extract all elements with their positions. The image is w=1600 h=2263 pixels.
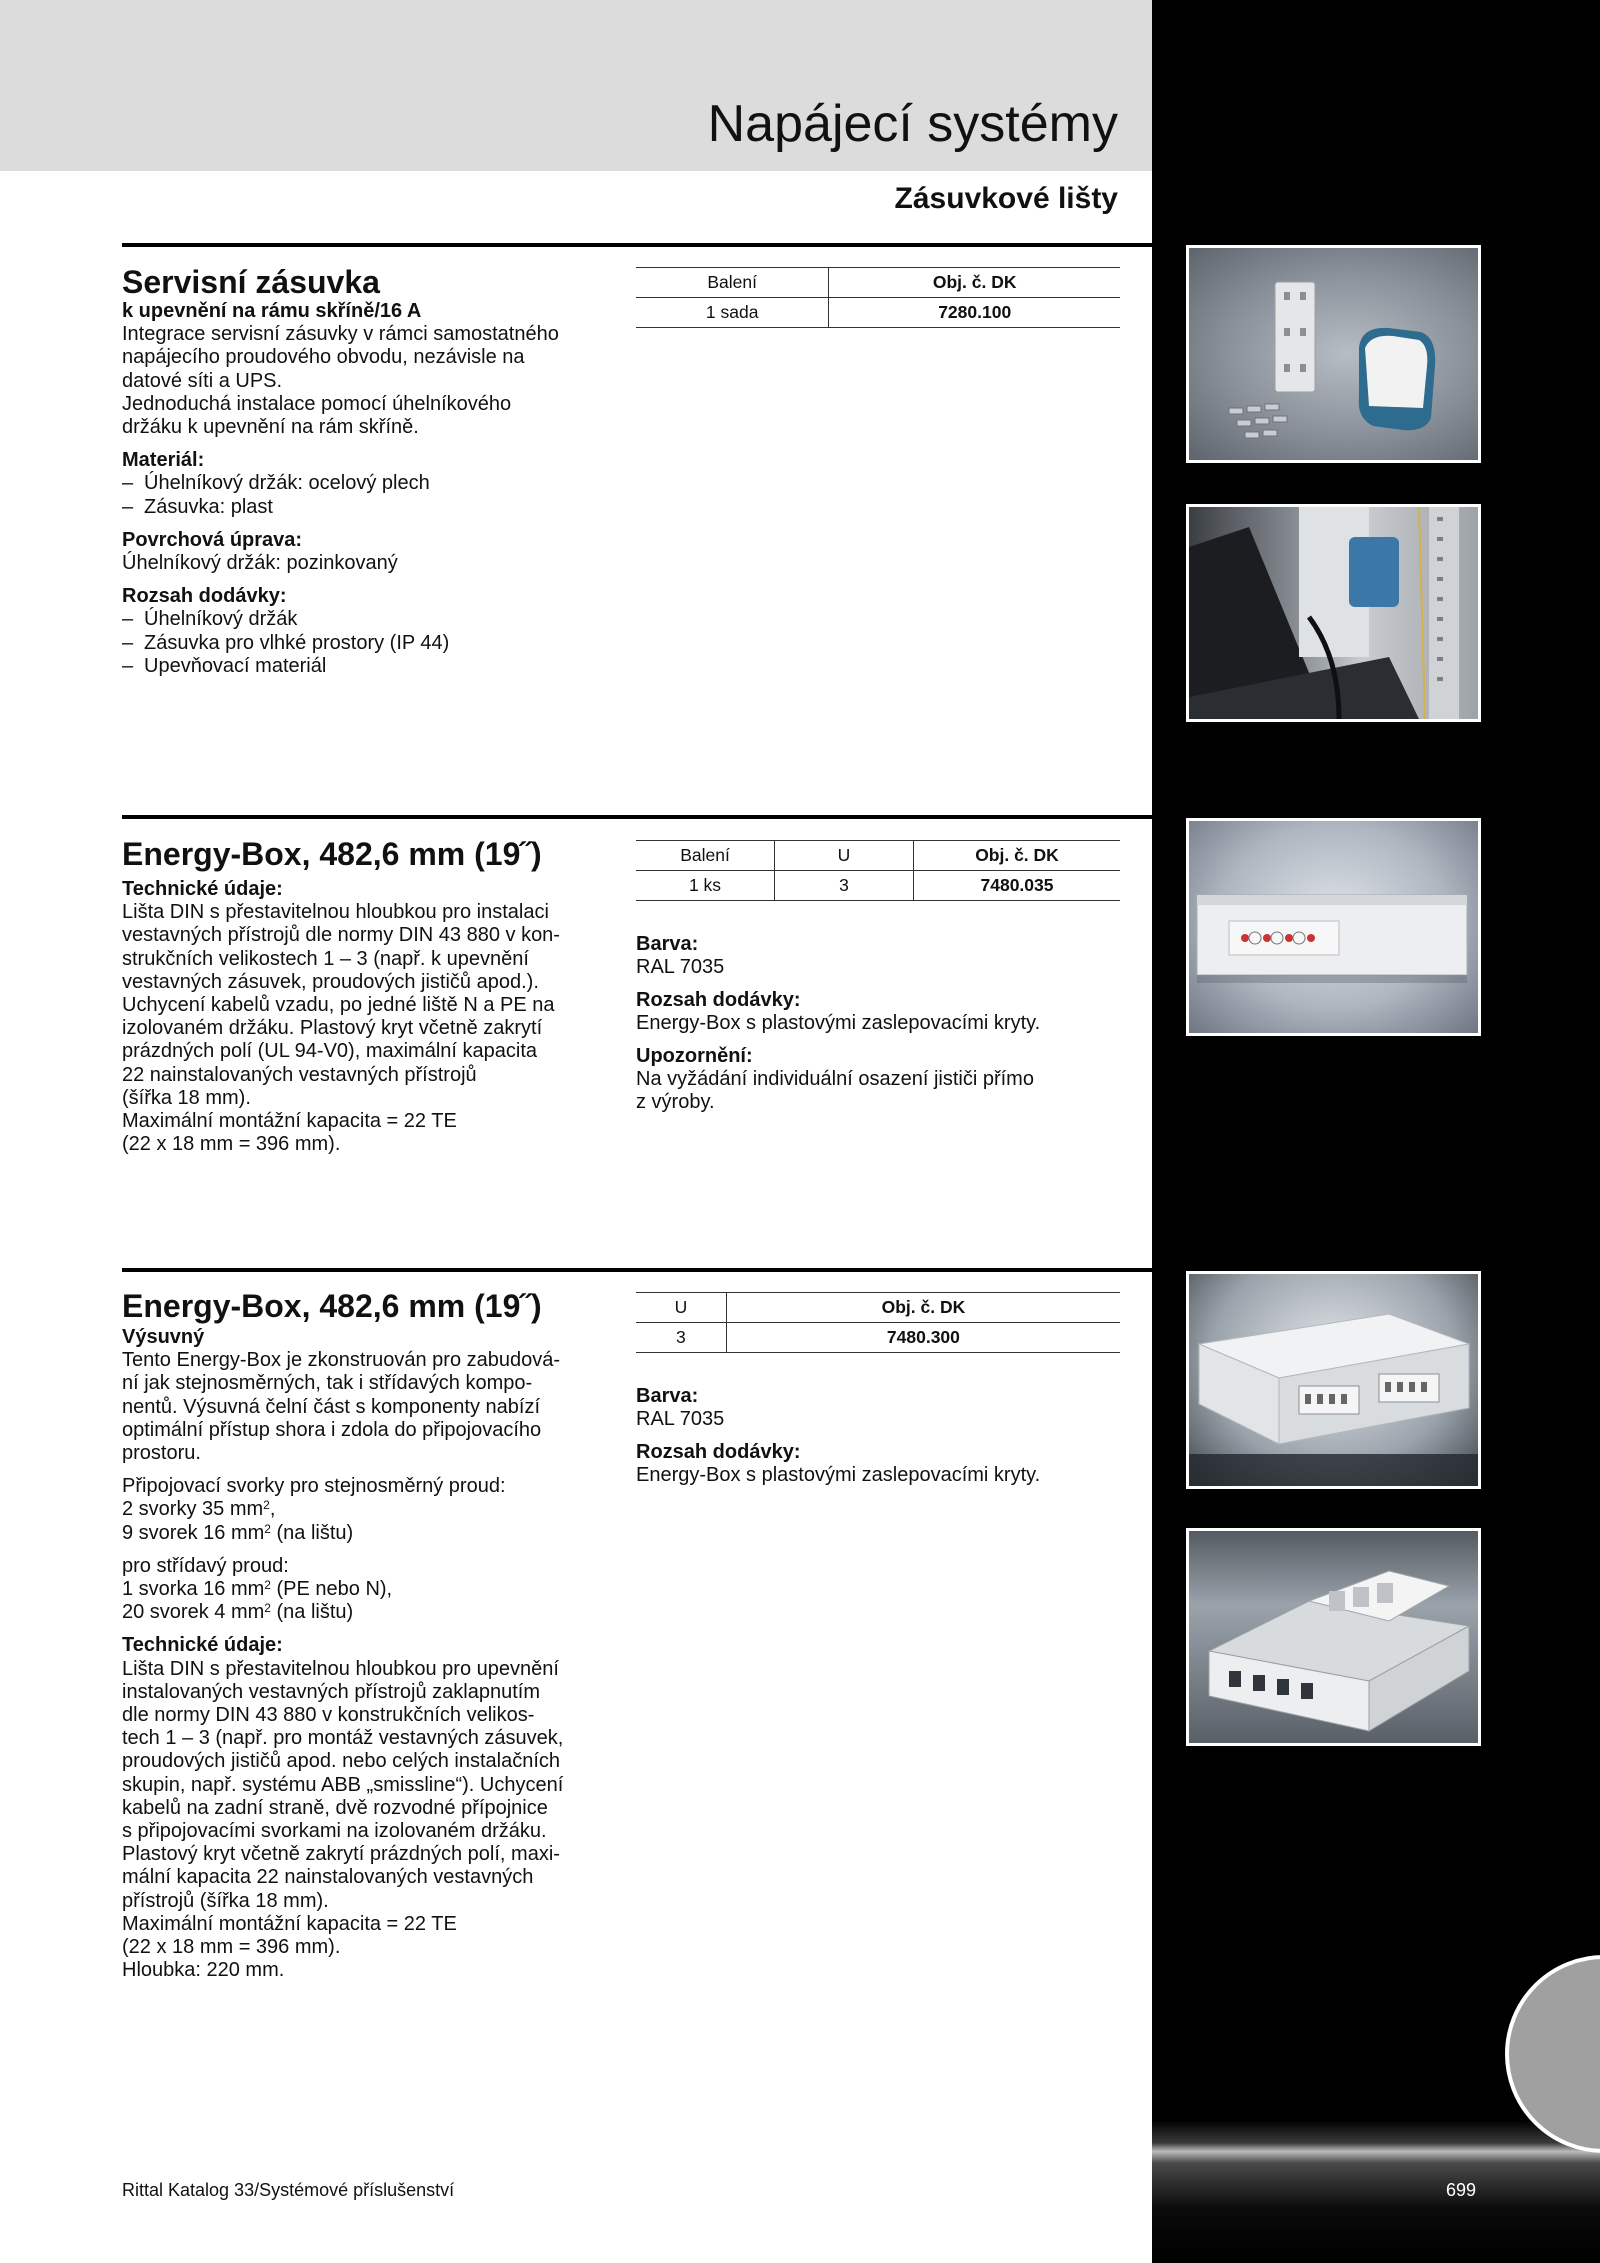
tech-label: Technické údaje: [122, 878, 283, 900]
order-table [636, 1292, 1120, 1353]
table-header: U [775, 841, 914, 871]
superscript: 2 [263, 1498, 270, 1513]
color-label: Barva: [636, 1385, 699, 1407]
material-label: Materiál: [122, 449, 205, 472]
color-value: RAL 7035 [636, 956, 725, 978]
color-value: RAL 7035 [636, 1408, 725, 1430]
floor-glow [1152, 2120, 1600, 2263]
body-line: vestavných zásuvek, proudových jističů apod.). [122, 970, 539, 993]
body-line: Maximální montážní kapacita = 22 TE [122, 1110, 457, 1133]
scope-text: Energy-Box s plastovými zaslepovacími kryty. [636, 1012, 1041, 1034]
surface-text: Úhelníkový držák: pozinkovaný [122, 552, 398, 575]
superscript: 2 [264, 1601, 271, 1616]
ac-line-text: (PE nebo N), [270, 1578, 393, 1601]
body-line: mální kapacita 22 nainstalovaných vestavných [122, 1866, 534, 1889]
body-line: prázdných polí (UL 94-V0), maximální kapacita [122, 1040, 537, 1063]
order-table [636, 840, 1120, 901]
table-header: Obj. č. DK [914, 841, 1121, 871]
product-photo-pullout-box [1186, 1271, 1481, 1489]
surface-label: Povrchová úprava: [122, 528, 303, 551]
product-photo-open-box-image [1189, 1531, 1478, 1743]
order-table [636, 267, 1120, 328]
body-line: izolovaném držáku. Plastový kryt včetně zakrytí [122, 1017, 543, 1040]
section-rule [122, 1268, 1152, 1272]
body-line: (22 x 18 mm = 396 mm). [122, 1936, 341, 1959]
table-cell: 7480.300 [726, 1323, 1120, 1353]
body-line: strukčních velikostech 1 – 3 (např. k upevnění [122, 947, 529, 970]
page-number: 699 [1446, 2180, 1477, 2200]
list-item: – Zásuvka: plast [122, 496, 602, 519]
section3-text [122, 1288, 602, 1982]
body-line: tech 1 – 3 (např. pro montáž vestavných zásuvek, [122, 1727, 564, 1750]
table-header: Obj. č. DK [829, 268, 1120, 298]
table-header: Balení [636, 841, 775, 871]
body-line: kabelů na zadní straně, dvě rozvodné přípojnice [122, 1796, 548, 1819]
section1-order-block [636, 267, 1136, 328]
section-subtitle: k upevnění na rámu skříně/16 A [122, 300, 422, 322]
scope-label: Rozsah dodávky: [122, 585, 287, 608]
body-line: Integrace servisní zásuvky v rámci samostatného [122, 323, 559, 346]
section2-text [122, 836, 602, 1156]
ac-line [122, 1578, 602, 1601]
ac-line-text: 20 svorek 4 mm [122, 1601, 265, 1624]
section-title: Energy-Box, 482,6 mm (19˝) [122, 1288, 542, 1324]
note-line: Na vyžádání individuální osazení jističi přímo [636, 1068, 1034, 1090]
body-line: s připojovacími svorkami na izolovaném držáku. [122, 1820, 547, 1843]
body-line: nentů. Výsuvná čelní část s komponenty nabízí [122, 1395, 541, 1418]
section1-text [122, 264, 602, 678]
body-line: Maximální montážní kapacita = 22 TE [122, 1912, 457, 1935]
page-subtitle: Zásuvkové lišty [894, 182, 1118, 215]
body-line: držáku k upevnění na rám skříně. [122, 416, 419, 439]
table-cell: 1 sada [636, 298, 829, 328]
dc-line-text: 9 svorek 16 mm [122, 1521, 265, 1544]
section-rule [122, 243, 1152, 247]
product-photo-pullout-box-image [1189, 1274, 1478, 1486]
body-line: Plastový kryt včetně zakrytí prázdných polí, maxi- [122, 1843, 560, 1866]
page-title: Napájecí systémy [707, 95, 1118, 153]
section2-order-block [636, 840, 1136, 1114]
body-line: Uchycení kabelů vzadu, po jedné liště N a PE na [122, 994, 555, 1017]
dc-label: Připojovací svorky pro stejnosměrný proud: [122, 1475, 506, 1498]
section-title: Energy-Box, 482,6 mm (19˝) [122, 836, 542, 872]
table-cell: 7280.100 [829, 298, 1120, 328]
body-line: vestavných přístrojů dle normy DIN 43 880 v kon- [122, 924, 560, 947]
table-cell: 3 [636, 1323, 726, 1353]
ac-line-text: 1 svorka 16 mm [122, 1578, 265, 1601]
product-photo-socket [1186, 245, 1481, 463]
dc-line-text: 2 svorky 35 mm [122, 1498, 264, 1521]
dc-line [122, 1522, 602, 1545]
table-header: Obj. č. DK [726, 1293, 1120, 1323]
body-line: (22 x 18 mm = 396 mm). [122, 1133, 341, 1156]
table-header: Balení [636, 268, 829, 298]
body-line: Lišta DIN s přestavitelnou hloubkou pro upevnění [122, 1657, 559, 1680]
color-label: Barva: [636, 933, 699, 955]
list-item: – Zásuvka pro vlhké prostory (IP 44) [122, 632, 602, 655]
table-cell: 3 [775, 871, 914, 901]
note-label: Upozornění: [636, 1045, 753, 1067]
body-line: 22 nainstalovaných vestavných přístrojů [122, 1063, 477, 1086]
body-line: napájecího proudového obvodu, nezávisle na [122, 346, 525, 369]
list-item: – Upevňovací materiál [122, 655, 602, 678]
body-line: skupin, např. systému ABB „smissline“). Uchycení [122, 1773, 564, 1796]
superscript: 2 [264, 1578, 271, 1593]
list-item: – Úhelníkový držák [122, 608, 602, 631]
dc-line-text: (na lištu) [270, 1521, 354, 1544]
scope-label: Rozsah dodávky: [636, 1441, 801, 1463]
product-photo-socket-image [1189, 248, 1478, 460]
product-photo-energy-box [1186, 818, 1481, 1036]
body-line: Lišta DIN s přestavitelnou hloubkou pro instalaci [122, 901, 549, 924]
ac-line [122, 1601, 602, 1624]
table-header: U [636, 1293, 726, 1323]
product-photo-installation [1186, 504, 1481, 722]
body-line: dle normy DIN 43 880 v konstrukčních velikos- [122, 1704, 535, 1727]
body-line: optimální přístup shora i zdola do připojovacího [122, 1418, 542, 1441]
body-line: Jednoduchá instalace pomocí úhelníkového [122, 392, 512, 415]
body-line: přístrojů (šířka 18 mm). [122, 1889, 329, 1912]
ac-label: pro střídavý proud: [122, 1554, 289, 1577]
section3-order-block [636, 1292, 1136, 1487]
body-line: instalovaných vestavných přístrojů zaklapnutím [122, 1680, 540, 1703]
footer-catalog: Rittal Katalog 33/Systémové příslušenství [122, 2180, 455, 2200]
body-line: Tento Energy-Box je zkonstruován pro zabudová- [122, 1349, 561, 1372]
dc-line-text: , [269, 1498, 276, 1521]
product-photo-energy-box-image [1189, 821, 1478, 1033]
product-photo-installation-image [1189, 507, 1478, 719]
list-item: – Úhelníkový držák: ocelový plech [122, 472, 602, 495]
body-line: proudových jističů apod. nebo celých instalačních [122, 1750, 561, 1773]
body-line: (šířka 18 mm). [122, 1086, 251, 1109]
product-photo-open-box [1186, 1528, 1481, 1746]
scope-text: Energy-Box s plastovými zaslepovacími kryty. [636, 1464, 1041, 1486]
section-rule [122, 815, 1152, 819]
body-line: ní jak stejnosměrných, tak i střídavých kompo- [122, 1372, 533, 1395]
table-cell: 1 ks [636, 871, 775, 901]
body-line: datové síti a UPS. [122, 369, 283, 392]
table-cell: 7480.035 [914, 871, 1121, 901]
dc-line [122, 1498, 602, 1521]
section-subtitle: Výsuvný [122, 1326, 205, 1348]
ac-line-text: (na lištu) [270, 1601, 354, 1624]
tech-label: Technické údaje: [122, 1634, 283, 1657]
body-line: Hloubka: 220 mm. [122, 1959, 285, 1982]
scope-label: Rozsah dodávky: [636, 989, 801, 1011]
section-title: Servisní zásuvka [122, 264, 380, 300]
superscript: 2 [264, 1521, 271, 1536]
body-line: prostoru. [122, 1442, 201, 1465]
note-line: z výroby. [636, 1091, 715, 1113]
